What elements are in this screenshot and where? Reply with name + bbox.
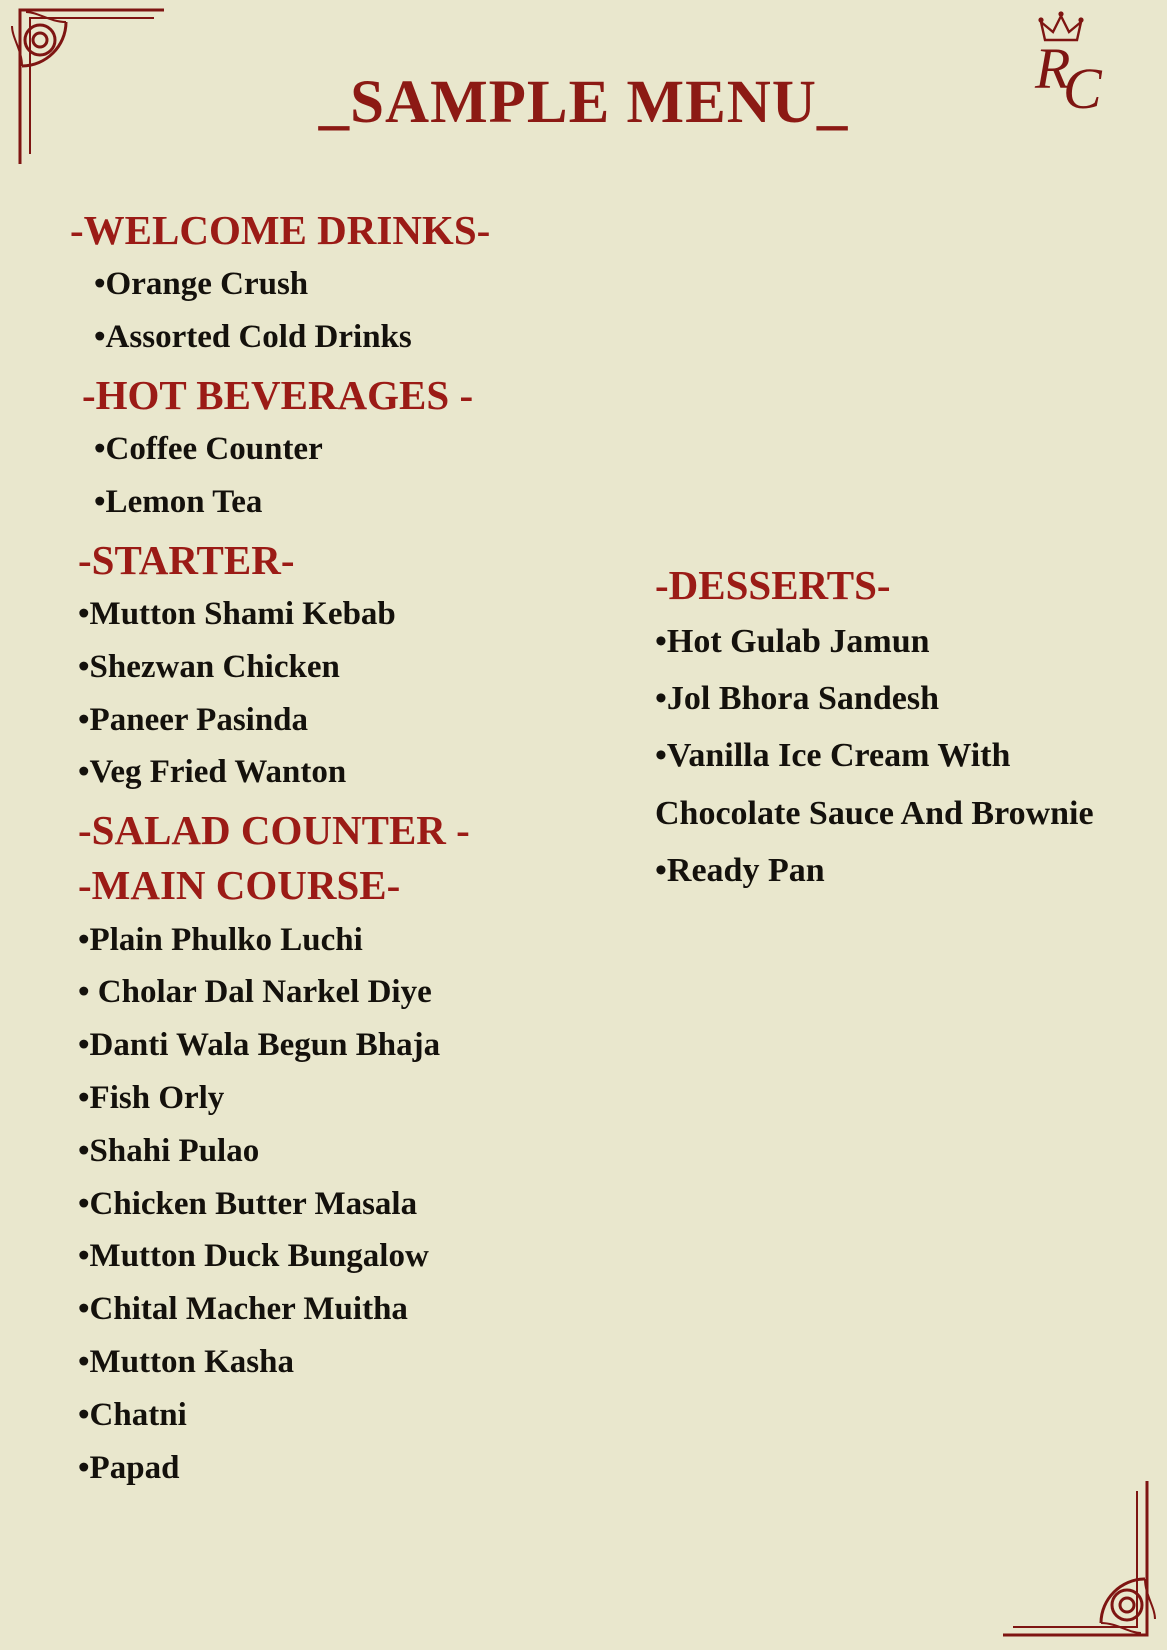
section-item-list <box>60 423 620 529</box>
svg-text:C: C <box>1063 56 1102 120</box>
menu-section-desserts <box>655 560 1125 899</box>
list-item: •Plain Phulko Luchi <box>78 921 363 958</box>
section-heading: -SALAD COUNTER - <box>78 807 470 854</box>
list-item: •Jol Bhora Sandesh <box>655 680 939 718</box>
list-item: •Mutton Duck Bungalow <box>78 1238 429 1275</box>
svg-text:R: R <box>1035 36 1071 101</box>
section-item-list <box>60 914 620 1495</box>
menu-column-left <box>60 205 620 1500</box>
menu-section-main-course <box>60 860 620 1494</box>
list-item: •Chatni <box>78 1396 187 1433</box>
list-item: •Chicken Butter Masala <box>78 1185 418 1222</box>
list-item: • Cholar Dal Narkel Diye <box>78 974 432 1011</box>
list-item: •Hot Gulab Jamun <box>655 623 930 661</box>
list-item: •Fish Orly <box>78 1080 225 1117</box>
section-heading: -STARTER- <box>78 536 295 583</box>
list-item: •Shahi Pulao <box>78 1132 260 1169</box>
section-heading: -MAIN COURSE- <box>78 862 401 909</box>
list-item: •Shezwan Chicken <box>78 648 340 685</box>
list-item: •Paneer Pasinda <box>78 701 309 738</box>
list-item: •Assorted Cold Drinks <box>94 319 412 356</box>
menu-column-right <box>655 560 1125 905</box>
section-heading: -HOT BEVERAGES - <box>82 371 474 418</box>
section-item-list <box>655 613 1125 899</box>
list-item: •Vanilla Ice Cream With Chocolate Sauce And Brownie <box>655 737 1094 832</box>
menu-section-hot-beverages <box>60 370 620 529</box>
menu-section-salad-counter <box>60 805 620 856</box>
list-item: •Mutton Shami Kebab <box>78 595 396 632</box>
list-item: •Mutton Kasha <box>78 1344 294 1380</box>
list-item: •Orange Crush <box>94 266 309 303</box>
section-heading: -DESSERTS- <box>655 562 891 608</box>
list-item: •Lemon Tea <box>94 483 263 520</box>
section-item-list <box>60 588 620 799</box>
list-item: •Chital Macher Muitha <box>78 1291 408 1328</box>
list-item: •Coffee Counter <box>94 431 323 468</box>
corner-flourish-bottom-icon <box>993 1471 1163 1646</box>
page-title: _SAMPLE MENU_ <box>318 69 849 136</box>
menu-section-starter <box>60 535 620 799</box>
section-item-list <box>60 258 620 364</box>
section-heading: -WELCOME DRINKS- <box>70 207 491 253</box>
menu-section-welcome-drinks <box>60 205 620 364</box>
list-item: •Papad <box>78 1449 180 1486</box>
list-item: •Danti Wala Begun Bhaja <box>78 1027 441 1064</box>
list-item: •Ready Pan <box>655 851 825 889</box>
list-item: •Veg Fried Wanton <box>78 754 347 791</box>
